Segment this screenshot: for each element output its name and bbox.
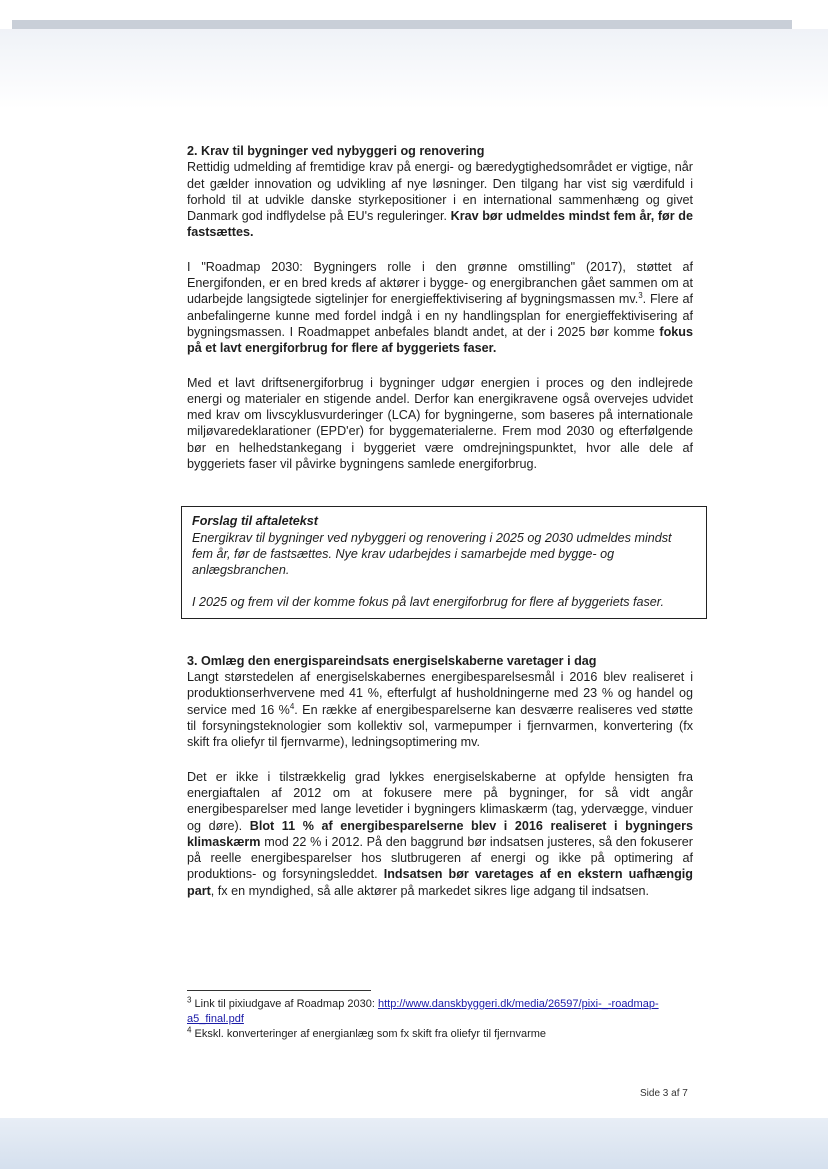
section-2-heading: 2. Krav til bygninger ved nybyggeri og renovering [187,144,485,158]
paragraph-text: . En række af energibesparelserne kan desværre realiseres ved støtte til forsyningsteknologier som kollektiv sol, varmepumper i fjernvarmen, konvertering (fx skift fra oliefyr til fjernvarme), ledningsoptimering mv. [187,702,694,750]
footnote-number: 3 [187,995,192,1005]
emphasis-text: Blot 11 % af energibesparelserne blev i 2016 realiseret i bygningers klimaskærm [187,818,694,849]
paragraph-text: Rettidig udmelding af fremtidige krav på energi- og bæredygtighedsområdet er vigtige, når det gælder innovation og udvikling af nye løsninger. Den tilgang har vist sig værdifuld i forhold til at udvikle danske styrkepositioner i en international sammenhæng og givet Danmark god indflydelse på EU's reguleringer. [187,160,693,224]
footnote-number: 4 [187,1025,192,1035]
emphasis-text: Krav bør udmeldes mindst fem år, før de fastsættes. [187,209,693,240]
section-3-heading: 3. Omlæg den energispareindsats energiselskaberne varetager i dag [187,653,597,668]
footnote-ref-3[interactable]: 3 [638,291,643,301]
section-2 [187,143,693,472]
footnote-3 [187,997,693,1027]
document-body [187,143,693,899]
paragraph-text: Langt størstedelen af energiselskabernes energibesparelsesmål i 2016 blev realiseret i produktionserhvervene med 41 %, efterfulgt af husholdningerne med 23 % og handel og service med 16 % [187,670,693,717]
page-number: Side 3 af 7 [640,1088,688,1099]
paragraph-text: , fx en myndighed, så alle aktører på markedet sikres lige adgang til indsatsen. [210,883,650,898]
section-3 [187,653,693,899]
footnote-text: Link til pixiudgave af Roadmap 2030: [191,998,378,1010]
paragraph-text: Det er ikke i tilstrækkelig grad lykkes energiselskaberne at opfylde hensigten fra energiaftalen af 2012 om at fokusere mere på bygninger, for så vidt angår energibesparelser med lange levetider i bygningers klimaskærm (tag, ydervægge, vinduer og døre). [187,769,693,833]
proposal-box-text-2: I 2025 og frem vil der komme fokus på lavt energiforbrug for flere af byggeriets faser. [192,594,665,609]
scan-edge-bottom [0,1118,828,1169]
section-2-paragraph-3: Med et lavt driftsenergiforbrug i bygninger udgør energien i proces og den indlejrede energi og materialer en stigende andel. Derfor kan energikravene også overvejes udvidet med krav om livscyklusvurderinger (LCA) for bygningerne, som baseres på internationale miljøvaredeklarationer (EPD'er) for byggematerialerne. Frem mod 2030 og efterfølgende bør en helhedstankegang i byggeriet være omdrejningspunktet, hvor alle dele af byggeriets faser vil påvirke bygningens samlede energiforbrug. [187,375,693,472]
roadmap-link[interactable]: http://www.danskbyggeri.dk/media/26597/pixi-_-roadmap-a5_final.pdf [187,998,659,1025]
scan-shadow-top [0,29,828,109]
section-2-paragraph-2 [187,259,693,357]
paragraph-text: I "Roadmap 2030: Bygningers rolle i den grønne omstilling" (2017), støttet af Energifonden, er en bred kreds af aktører i bygge- og energibranchen gået sammen om at udarbejde langsigtede sigtelinjer for energieffektivisering af bygningsmassen mv. [187,259,693,307]
paragraph-text: . Flere af anbefalingerne kunne med fordel indgå i en ny handlingsplan for energieffektivisering af bygningsmassen. I Roadmappet anbefales blandt andet, at der i 2025 bør komme [187,292,693,339]
proposal-box-title: Forslag til aftaletekst [192,514,318,529]
section-2-paragraph-1 [187,159,693,240]
paragraph-text: mod 22 % i 2012. På den baggrund bør indsatsen justeres, så den fokuserer på reelle energibesparelser hos slutbrugeren af energi og ikke på optimering af produktions- og forsyningsleddet. [187,834,693,882]
section-3-paragraph-1 [187,669,693,750]
footnote-text: Ekskl. konverteringer af energianlæg som fx skift fra oliefyr til fjernvarme [191,1028,547,1040]
proposal-box-text-1: Energikrav til bygninger ved nybyggeri og renovering i 2025 og 2030 udmeldes mindst fem år, før de fastsættes. Nye krav udarbejdes i samarbejde med bygge- og anlægsbranchen. [192,530,672,578]
emphasis-text: Indsatsen bør varetages af en ekstern uafhængig part [187,867,693,898]
footnotes [187,990,693,1042]
footnote-ref-4[interactable]: 4 [289,701,295,711]
section-3-paragraph-2 [187,769,693,899]
footnote-divider [187,990,371,991]
proposal-box [181,506,707,618]
scan-edge-top [12,20,792,29]
emphasis-text: fokus på et lavt energiforbrug for flere af byggeriets faser. [187,324,693,356]
footnote-4 [187,1027,693,1042]
